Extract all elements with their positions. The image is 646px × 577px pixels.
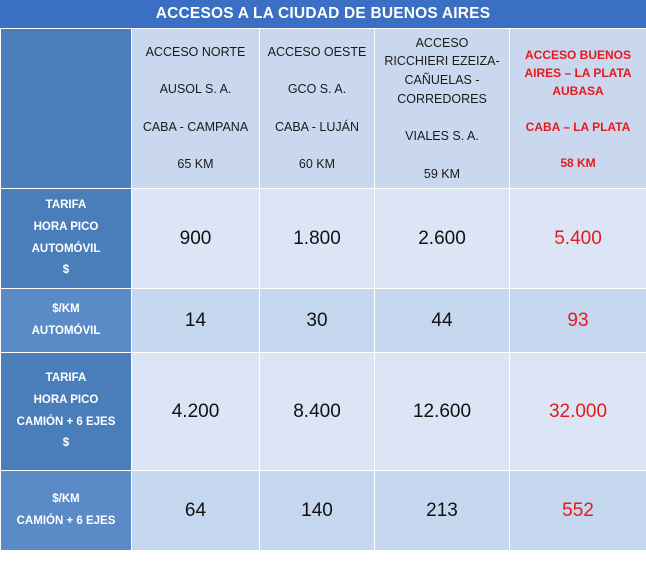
table-row — [1, 289, 646, 353]
cell-value: 30 — [260, 289, 375, 353]
header-line: RICCHIERI EZEIZA- — [384, 54, 500, 69]
tariff-table — [0, 28, 646, 551]
row-label-line: TARIFA — [45, 371, 87, 384]
header-line: AUBASA — [552, 83, 604, 98]
row-label-line: $ — [62, 264, 70, 277]
cell-value: 44 — [375, 289, 510, 353]
cell-value: 64 — [132, 471, 260, 551]
cell-value: 900 — [132, 189, 260, 289]
row-label-por-km-automovil — [1, 289, 132, 353]
row-label-line: HORA PICO — [33, 220, 99, 233]
row-label-line: TARIFA — [45, 198, 87, 211]
row-label-line: HORA PICO — [33, 393, 99, 406]
header-line: VIALES S. A. — [405, 129, 479, 144]
header-line: ACCESO — [415, 35, 469, 50]
row-label-line: CAMIÓN + 6 EJES — [16, 415, 116, 428]
row-label-line: AUTOMÓVIL — [31, 242, 101, 255]
header-line: 60 KM — [298, 157, 336, 172]
cell-value: 2.600 — [375, 189, 510, 289]
cell-value: 213 — [375, 471, 510, 551]
cell-value-highlight: 93 — [510, 289, 646, 353]
cell-value: 4.200 — [132, 353, 260, 471]
table-row — [1, 471, 646, 551]
row-label-line: AUTOMÓVIL — [31, 324, 101, 337]
row-label-line: $/KM — [52, 492, 80, 505]
column-header-acceso-ricchieri — [375, 29, 510, 189]
header-line: 59 KM — [423, 166, 461, 181]
header-line: CABA - LUJÁN — [274, 119, 360, 134]
table-row — [1, 189, 646, 289]
column-header-acceso-norte — [132, 29, 260, 189]
page-title: ACCESOS A LA CIUDAD DE BUENOS AIRES — [0, 0, 646, 28]
row-label-tarifa-hora-pico-automovil — [1, 189, 132, 289]
table-corner-cell — [1, 29, 132, 189]
header-line: AUSOL S. A. — [159, 82, 232, 97]
cell-value-highlight: 32.000 — [510, 353, 646, 471]
header-line: ACCESO BUENOS — [524, 47, 631, 62]
header-line: CABA – LA PLATA — [525, 119, 631, 134]
header-line: 65 KM — [177, 157, 214, 172]
header-line: ACCESO OESTE — [267, 44, 367, 59]
row-label-line: CAMIÓN + 6 EJES — [16, 514, 116, 527]
cell-value: 8.400 — [260, 353, 375, 471]
header-line: GCO S. A. — [287, 82, 347, 97]
header-line: AIRES – LA PLATA — [524, 65, 632, 80]
cell-value: 12.600 — [375, 353, 510, 471]
row-label-line: $/KM — [52, 302, 80, 315]
column-header-acceso-la-plata — [510, 29, 646, 189]
cell-value: 14 — [132, 289, 260, 353]
table-header-row — [1, 29, 646, 189]
header-line: CABA - CAMPANA — [142, 119, 249, 134]
header-line: CAÑUELAS - — [404, 73, 480, 87]
cell-value-highlight: 552 — [510, 471, 646, 551]
header-line: ACCESO NORTE — [145, 44, 246, 59]
header-line: 58 KM — [560, 155, 596, 170]
cell-value: 1.800 — [260, 189, 375, 289]
header-line: CORREDORES — [397, 91, 487, 106]
column-header-acceso-oeste — [260, 29, 375, 189]
cell-value-highlight: 5.400 — [510, 189, 646, 289]
cell-value: 140 — [260, 471, 375, 551]
row-label-tarifa-hora-pico-camion — [1, 353, 132, 471]
row-label-line: $ — [62, 437, 70, 450]
row-label-por-km-camion — [1, 471, 132, 551]
table-row — [1, 353, 646, 471]
